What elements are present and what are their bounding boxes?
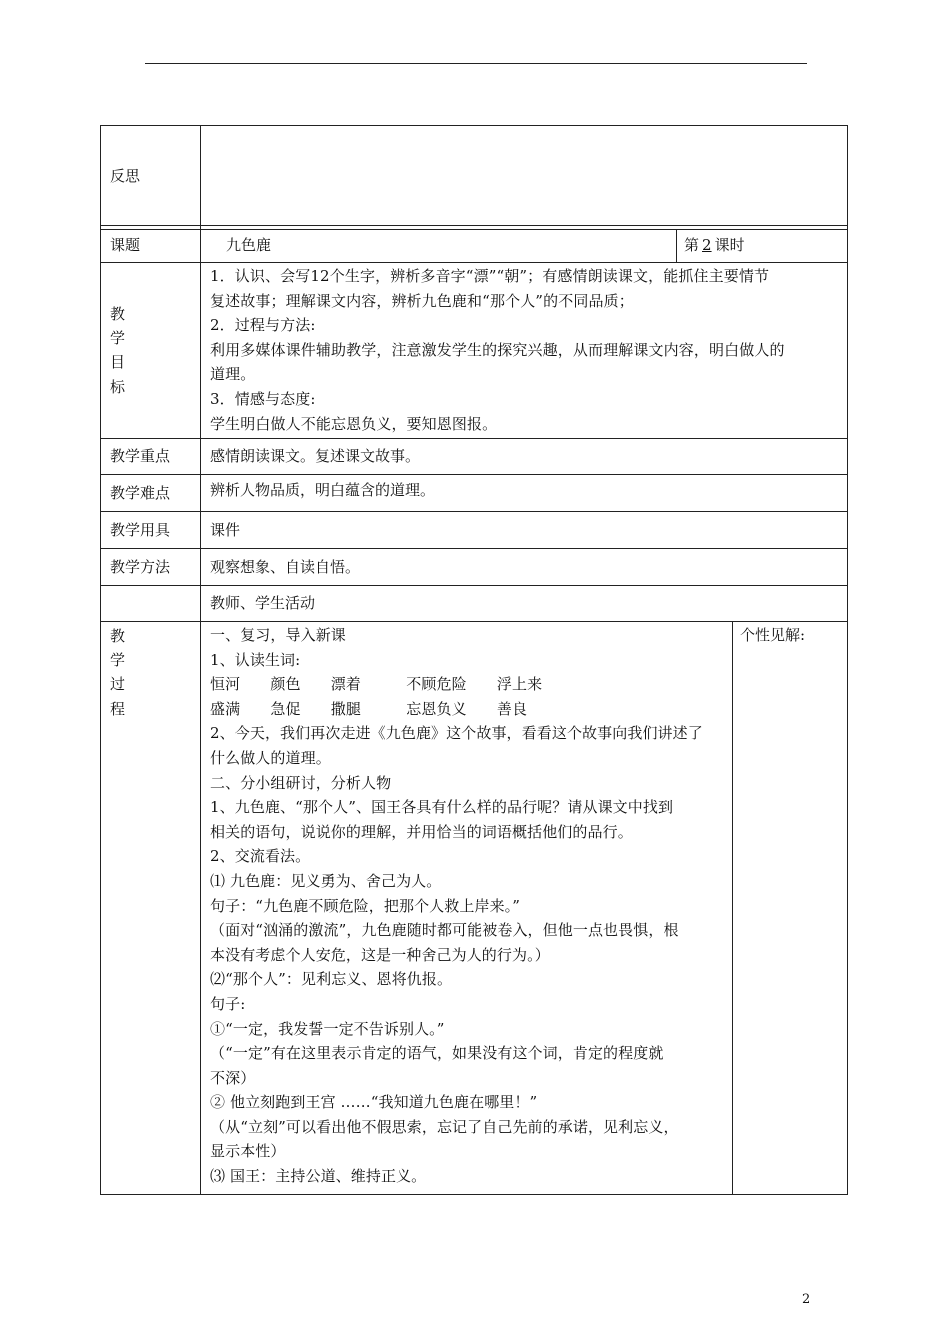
process-content xyxy=(210,623,703,1189)
process-line: ⑴ 九色鹿：见义勇为、舍己为人。 xyxy=(210,871,442,890)
objectives-line: 2．过程与方法: xyxy=(210,316,316,335)
objectives-line: 1．认识、会写12个生字，辨析多音字“漂”“朝”；有感情朗读课文，能抓住主要情节 xyxy=(210,267,770,285)
process-line: ①“一定，我发誓一定不告诉别人。” xyxy=(210,1019,445,1038)
process-line: 2、今天，我们再次走进《九色鹿》这个故事，看看这个故事向我们讲述了 xyxy=(210,724,703,743)
objectives-label-char: 教 xyxy=(110,305,126,323)
process-line: ② 他立刻跑到王宫 ……“我知道九色鹿在哪里！” xyxy=(210,1093,538,1112)
tools-value: 课件 xyxy=(210,521,241,539)
objectives-content xyxy=(210,264,785,436)
difficulties-label: 教学难点 xyxy=(110,484,171,502)
header-rule xyxy=(145,63,807,64)
process-line: 1、九色鹿、“那个人”、国王各具有什么样的品行呢？请从课文中找到 xyxy=(210,798,674,817)
difficulties-value: 辨析人物品质，明白蕴含的道理。 xyxy=(210,481,436,499)
row-divider xyxy=(100,511,848,512)
personal-insight-label: 个性见解: xyxy=(740,626,806,644)
objectives-label xyxy=(110,302,125,399)
objectives-line: 3．情感与态度: xyxy=(210,389,316,408)
activities-header: 教师、学生活动 xyxy=(210,594,316,612)
process-label-char: 程 xyxy=(110,699,126,718)
process-line: 二、分小组研讨，分析人物 xyxy=(210,773,392,792)
period-prefix: 第 xyxy=(684,236,700,254)
label-column-divider xyxy=(200,125,201,1195)
process-line: ⑶ 国王：主持公道、维持正义。 xyxy=(210,1167,427,1186)
row-divider xyxy=(100,438,848,439)
methods-label: 教学方法 xyxy=(110,558,171,576)
page-number: 2 xyxy=(802,1292,811,1307)
row-divider xyxy=(100,585,848,586)
process-label-char: 教 xyxy=(110,627,126,645)
topic-value: 九色鹿 xyxy=(226,236,272,254)
process-line: 句子：“九色鹿不顾危险，把那个人救上岸来。” xyxy=(210,896,521,915)
tools-label: 教学用具 xyxy=(110,521,171,539)
process-line: （从“立刻”可以看出他不假思索，忘记了自己先前的承诺，见利忘义， xyxy=(210,1117,679,1136)
period-count xyxy=(684,233,745,258)
process-line: ⑵“那个人”：见利忘义、恩将仇报。 xyxy=(210,970,453,989)
process-line: 2、交流看法。 xyxy=(210,847,311,866)
period-number: 2 xyxy=(702,236,712,254)
row-divider xyxy=(100,548,848,549)
process-line: 恒河 颜色 漂着 不顾危险 浮上来 xyxy=(210,675,543,694)
process-line: 不深） xyxy=(210,1068,256,1087)
process-line: 相关的语句，说说你的理解，并用恰当的词语概括他们的品行。 xyxy=(210,822,633,841)
key-points-value: 感情朗读课文。复述课文故事。 xyxy=(210,447,421,465)
process-line: 一、复习，导入新课 xyxy=(210,626,346,644)
process-line: 显示本性） xyxy=(210,1142,286,1161)
process-line: 本没有考虑个人安危，这是一种舍己为人的行为。） xyxy=(210,945,550,964)
objectives-line: 复述故事；理解课文内容，辨析九色鹿和“那个人”的不同品质； xyxy=(210,291,634,310)
process-label xyxy=(110,624,125,721)
methods-value: 观察想象、自读自悟。 xyxy=(210,558,361,576)
objectives-label-char: 学 xyxy=(110,329,126,348)
objectives-label-char: 目 xyxy=(110,353,126,372)
period-column-divider xyxy=(676,229,677,262)
process-line: 盛满 急促 撒腿 忘恩负义 善良 xyxy=(210,699,528,718)
row-divider xyxy=(100,229,848,230)
process-line: （“一定”有在这里表示肯定的语气，如果没有这个词，肯定的程度就 xyxy=(210,1044,664,1063)
objectives-line: 道理。 xyxy=(210,365,256,384)
row-divider xyxy=(100,621,848,622)
row-divider xyxy=(100,262,848,263)
process-label-char: 过 xyxy=(110,675,126,694)
key-points-label: 教学重点 xyxy=(110,447,171,465)
row-divider xyxy=(100,225,848,226)
process-line: 句子: xyxy=(210,994,246,1013)
objectives-label-char: 标 xyxy=(110,377,126,396)
process-line: 什么做人的道理。 xyxy=(210,748,331,767)
objectives-line: 学生明白做人不能忘恩负义，要知恩图报。 xyxy=(210,414,498,433)
process-label-char: 学 xyxy=(110,651,126,670)
row-divider xyxy=(100,474,848,475)
process-line: 1、认读生词: xyxy=(210,650,301,669)
topic-label: 课题 xyxy=(110,236,141,254)
process-line: （面对“汹涌的激流”，九色鹿随时都可能被卷入，但他一点也畏惧，根 xyxy=(210,921,679,940)
notes-column-divider xyxy=(732,621,733,1195)
objectives-line: 利用多媒体课件辅助教学，注意激发学生的探究兴趣，从而理解课文内容，明白做人的 xyxy=(210,340,785,359)
period-suffix: 课时 xyxy=(714,236,745,254)
reflection-label: 反思 xyxy=(110,167,141,185)
